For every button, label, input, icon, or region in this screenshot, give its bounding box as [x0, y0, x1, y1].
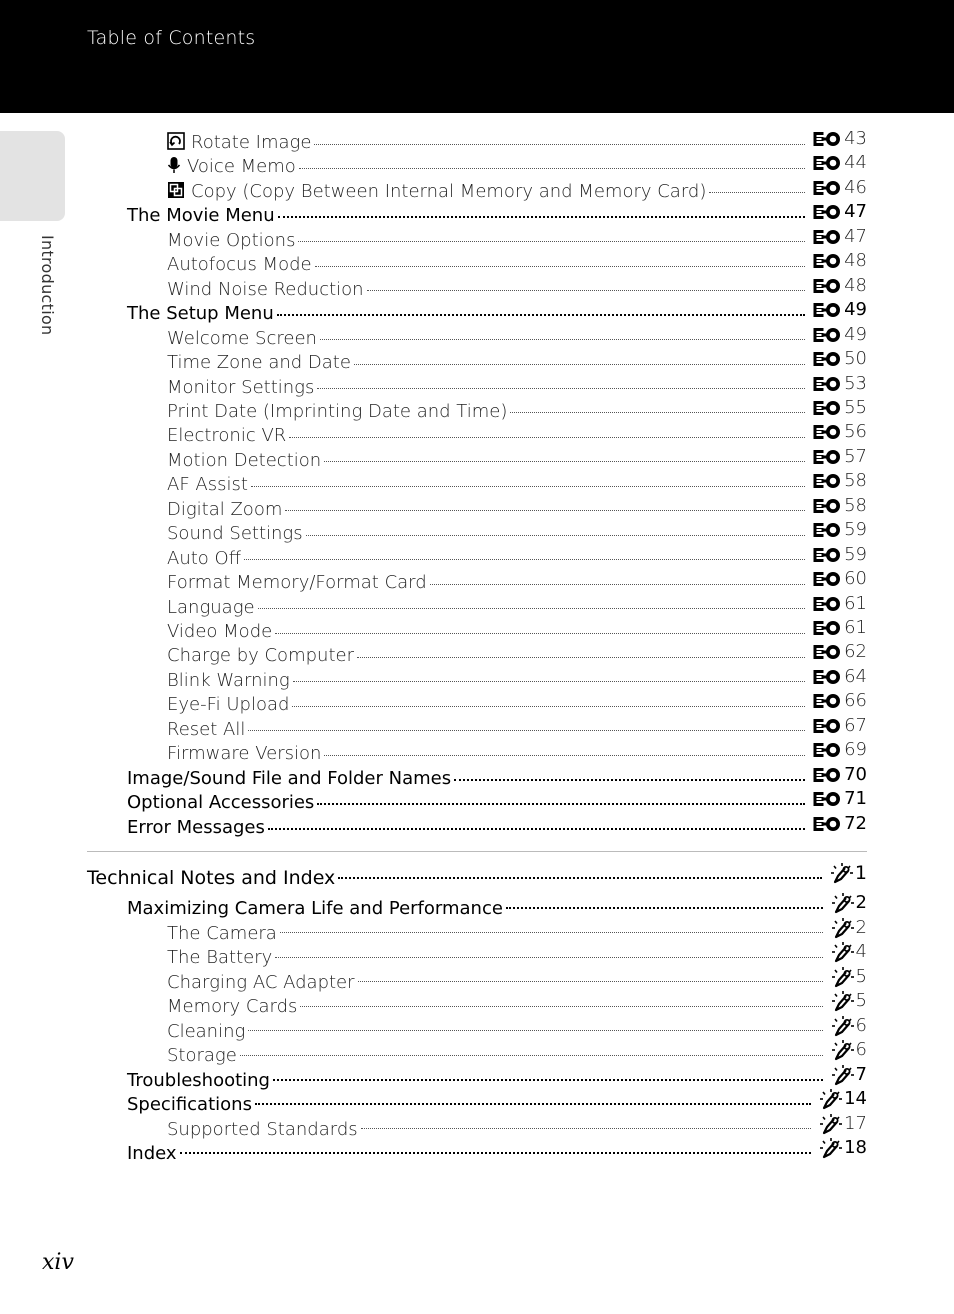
toc-entry[interactable] — [127, 892, 867, 919]
toc-page-ref — [813, 446, 867, 468]
dot-leader — [240, 1054, 823, 1056]
reference-e-icon — [813, 643, 843, 661]
toc-subentry[interactable] — [167, 1014, 867, 1042]
toc-page-ref — [813, 519, 867, 541]
toc-page-ref — [813, 324, 867, 346]
rotate-icon — [167, 132, 185, 150]
reference-f-icon — [819, 1137, 843, 1159]
toc-page-ref — [819, 1137, 867, 1159]
toc-page-number: 1 — [854, 862, 867, 884]
dot-leader — [180, 1151, 812, 1154]
toc-page-number: 6 — [855, 1039, 867, 1060]
toc-entry-text: Digital Zoom — [167, 498, 283, 520]
toc-page-ref — [813, 470, 867, 492]
toc-entry-label — [167, 597, 258, 619]
toc-page-ref — [813, 348, 867, 370]
toc-entry-label — [127, 792, 317, 814]
toc-page-ref — [813, 250, 867, 272]
toc-entry-text: Sound Settings — [167, 523, 303, 545]
toc-page-number: 47 — [844, 201, 867, 223]
dot-leader — [244, 558, 805, 560]
toc-entry-label — [167, 523, 306, 545]
reference-e-icon — [813, 399, 843, 417]
toc-entry-label — [167, 352, 354, 374]
reference-e-icon — [813, 179, 843, 197]
toc-page-ref — [813, 544, 867, 566]
toc-entry-text: Video Mode — [167, 621, 273, 642]
dot-leader — [430, 583, 805, 585]
toc-entry-label — [167, 694, 292, 716]
toc-subentry[interactable] — [167, 470, 867, 496]
toc-entry-label — [167, 401, 510, 423]
toc-entry-label — [127, 1143, 180, 1165]
toc-entry-label — [167, 425, 289, 447]
toc-subentry[interactable] — [167, 396, 867, 422]
toc-subentry[interactable] — [167, 445, 867, 471]
reference-f-icon — [831, 917, 855, 939]
toc-entry-text: Movie Options — [167, 229, 296, 251]
toc-subentry[interactable] — [167, 225, 867, 251]
dot-leader — [709, 191, 805, 193]
toc-subentry[interactable] — [167, 421, 867, 447]
toc-page-ref — [813, 593, 867, 615]
toc-page-number: 47 — [844, 225, 867, 247]
toc-page-ref — [831, 1039, 867, 1061]
toc-entry-label — [167, 181, 709, 203]
toc-page-ref — [831, 892, 867, 914]
toc-page-number: 69 — [844, 739, 867, 761]
reference-e-icon — [813, 766, 843, 784]
toc-entry[interactable] — [127, 788, 867, 814]
toc-subentry[interactable] — [167, 372, 867, 398]
toc-page-number: 58 — [844, 494, 867, 516]
dot-leader — [358, 980, 823, 982]
dot-leader — [268, 827, 805, 830]
reference-f-icon — [831, 990, 855, 1012]
toc-entry-label — [167, 743, 324, 765]
toc-page-ref — [813, 568, 867, 590]
dot-leader — [338, 876, 822, 879]
section-tab — [0, 131, 65, 221]
dot-leader — [354, 363, 805, 365]
dot-leader — [285, 509, 805, 511]
toc-page-number: 4 — [855, 941, 867, 962]
toc-page-ref — [831, 1015, 867, 1037]
dot-leader — [278, 215, 805, 218]
dot-leader — [300, 1005, 822, 1007]
toc-page-number: 2 — [855, 916, 867, 938]
toc-entry-text: Electronic VR — [167, 425, 287, 447]
dot-leader — [299, 167, 805, 169]
toc-page-ref — [813, 152, 867, 174]
reference-e-icon — [813, 497, 843, 515]
dot-leader — [510, 411, 805, 413]
dot-leader — [317, 387, 805, 389]
toc-page-ref — [813, 226, 867, 248]
toc-page-number: 61 — [844, 592, 867, 614]
toc-page-ref — [813, 495, 867, 517]
toc-entry-text: Specifications — [127, 1094, 252, 1115]
toc-page-ref — [830, 862, 867, 884]
dot-leader — [251, 485, 805, 487]
toc-entry-text: Eye-Fi Upload — [167, 694, 290, 716]
toc-page-ref — [813, 641, 867, 663]
reference-e-icon — [813, 815, 843, 833]
dot-leader — [506, 906, 823, 909]
toc-entry-text: Charge by Computer — [167, 645, 354, 667]
toc-entry-label — [167, 132, 314, 154]
reference-f-icon — [831, 1015, 855, 1037]
copy-icon — [167, 181, 185, 199]
toc-page-number: 59 — [844, 543, 867, 565]
toc-page-number: 43 — [844, 128, 867, 149]
toc-page-number: 46 — [844, 176, 867, 198]
toc-entry-text: Firmware Version — [167, 743, 322, 765]
dot-leader — [277, 313, 805, 316]
toc-page-ref — [813, 373, 867, 395]
toc-entry-text: Error Messages — [127, 816, 265, 838]
dot-leader — [361, 1127, 811, 1129]
reference-f-icon — [831, 941, 855, 963]
dot-leader — [248, 1029, 822, 1031]
toc-page-number: 64 — [844, 665, 867, 687]
toc-page-number: 59 — [844, 519, 867, 541]
toc-entry-label — [167, 719, 248, 741]
toc-page-number: 61 — [844, 617, 867, 638]
toc-entry-text: AF Assist — [167, 474, 248, 496]
toc-subentry[interactable] — [167, 494, 867, 520]
dot-leader — [248, 729, 805, 731]
dot-leader — [367, 289, 806, 291]
dot-leader — [357, 656, 805, 658]
toc-entry-text: Cleaning — [167, 1020, 246, 1042]
reference-e-icon — [813, 668, 843, 686]
toc-page-ref — [819, 1088, 867, 1110]
toc-entry-text: Storage — [167, 1045, 237, 1066]
toc-entry-text: Technical Notes and Index — [87, 867, 336, 889]
toc-subentry[interactable] — [167, 739, 867, 765]
reference-e-icon — [813, 423, 843, 441]
reference-e-icon — [813, 619, 843, 637]
reference-e-icon — [813, 546, 843, 564]
dot-leader — [275, 956, 822, 958]
toc-page-ref — [813, 397, 867, 419]
reference-f-icon — [831, 1039, 855, 1061]
reference-f-icon — [831, 966, 855, 988]
toc-entry-text: Optional Accessories — [127, 792, 315, 814]
toc-entry-label — [167, 328, 320, 350]
toc-page-ref — [813, 788, 867, 810]
toc-entry-label — [167, 548, 244, 570]
toc-entry-text: Maximizing Camera Life and Performance — [127, 898, 503, 919]
toc-page-ref — [831, 966, 867, 988]
toc-page-ref — [813, 421, 867, 443]
reference-f-icon — [831, 892, 855, 914]
toc-subentry[interactable] — [167, 990, 867, 1017]
toc-page-ref — [813, 813, 867, 835]
toc-subentry[interactable] — [167, 592, 867, 618]
toc-subentry[interactable] — [167, 714, 867, 740]
toc-page-ref — [813, 299, 867, 321]
reference-e-icon — [813, 301, 843, 319]
dot-leader — [298, 240, 805, 242]
toc-entry[interactable] — [127, 201, 867, 227]
toc-page-number: 60 — [844, 568, 867, 590]
toc-page-number: 6 — [855, 1014, 867, 1036]
dot-leader — [314, 143, 805, 145]
toc-entry-text: Troubleshooting — [127, 1069, 270, 1091]
reference-e-icon — [813, 203, 843, 221]
toc-entry-text: Voice Memo — [187, 156, 296, 178]
toc-entry-text: The Movie Menu — [127, 205, 275, 227]
toc-page-number: 70 — [844, 763, 867, 785]
toc-entry[interactable] — [127, 1137, 867, 1164]
toc-page-number: 49 — [844, 323, 867, 345]
dot-leader — [255, 1102, 811, 1105]
reference-e-icon — [813, 252, 843, 270]
toc-subentry[interactable] — [167, 543, 867, 569]
reference-e-icon — [813, 228, 843, 246]
toc-entry-label — [167, 156, 299, 178]
dot-leader — [315, 265, 806, 267]
toc-entry-label — [167, 572, 430, 594]
toc-page-ref — [813, 764, 867, 786]
toc-subentry[interactable] — [167, 152, 867, 178]
toc-entry[interactable] — [87, 862, 867, 889]
toc-subentry[interactable] — [167, 1039, 867, 1066]
reference-e-icon — [813, 130, 843, 148]
toc-page-ref — [813, 275, 867, 297]
dot-leader — [275, 632, 805, 634]
reference-e-icon — [813, 277, 843, 295]
toc-entry-text: Image/Sound File and Folder Names — [127, 767, 452, 789]
toc-entry-label — [127, 205, 278, 227]
dot-leader — [317, 802, 805, 805]
toc-page-number: 55 — [844, 396, 867, 418]
toc-subentry[interactable] — [167, 250, 867, 276]
dot-leader — [273, 1078, 823, 1081]
toc-page-ref — [831, 941, 867, 963]
toc-entry-text: Copy (Copy Between Internal Memory and Memory Card) — [191, 180, 707, 202]
toc-subentry[interactable] — [167, 274, 867, 300]
toc-subentry[interactable] — [167, 176, 867, 202]
toc-page-number: 5 — [855, 990, 867, 1011]
toc-entry-text: Index — [127, 1143, 177, 1164]
toc-page-ref — [831, 990, 867, 1012]
toc-page-ref — [813, 201, 867, 223]
toc-subentry[interactable] — [167, 916, 867, 944]
toc-entry[interactable] — [127, 812, 867, 838]
toc-page-number: 66 — [844, 690, 867, 712]
toc-entry-text: Reset All — [167, 718, 246, 740]
toc-page-ref — [819, 1113, 867, 1135]
dot-leader — [292, 705, 805, 707]
toc-subentry[interactable] — [167, 128, 867, 153]
toc-page-ref — [813, 177, 867, 199]
dot-leader — [258, 607, 806, 609]
toc-entry-label — [167, 670, 293, 692]
toc-page-number: 62 — [844, 641, 867, 663]
toc-subentry[interactable] — [167, 568, 867, 594]
toc-entry-label — [127, 303, 277, 325]
reference-e-icon — [813, 595, 843, 613]
section-tab-label: Introduction — [38, 235, 57, 336]
toc-entry-text: Monitor Settings — [167, 376, 315, 398]
toc-entry-label — [167, 499, 285, 521]
toc-page-number: 58 — [844, 470, 867, 492]
reference-e-icon — [813, 717, 843, 735]
dot-leader — [289, 436, 805, 438]
page-header — [0, 0, 954, 113]
toc-entry[interactable] — [127, 1063, 867, 1091]
dot-leader — [324, 460, 805, 462]
section-divider — [87, 851, 867, 852]
toc-entry-text: Wind Noise Reduction — [167, 278, 364, 300]
reference-e-icon — [813, 375, 843, 393]
toc-page-number: 7 — [855, 1063, 867, 1085]
toc-entry-text: Autofocus Mode — [167, 254, 312, 276]
reference-e-icon — [813, 448, 843, 466]
toc-subentry[interactable] — [167, 641, 867, 667]
toc-subentry[interactable] — [167, 941, 867, 968]
toc-page-ref — [813, 617, 867, 639]
toc-entry-text: The Setup Menu — [127, 303, 274, 325]
toc-page-number: 48 — [844, 274, 867, 296]
toc-page-number: 53 — [844, 372, 867, 394]
toc-entry-label — [167, 474, 251, 496]
toc-page-ref — [831, 1064, 867, 1086]
reference-e-icon — [813, 350, 843, 368]
toc-entry[interactable] — [127, 763, 867, 789]
reference-e-icon — [813, 790, 843, 808]
toc-entry-label — [167, 621, 275, 643]
dot-leader — [320, 338, 805, 340]
toc-page-number: 18 — [844, 1137, 867, 1158]
toc-entry-text: Format Memory/Format Card — [167, 572, 427, 594]
toc-entry-label — [167, 254, 315, 276]
reference-e-icon — [813, 692, 843, 710]
toc-subentry[interactable] — [167, 1112, 867, 1140]
toc-entry-label — [87, 867, 338, 889]
toc-page-number: 2 — [855, 892, 867, 913]
dot-leader — [280, 931, 823, 933]
reference-e-icon — [813, 326, 843, 344]
toc-page-number: 17 — [844, 1112, 867, 1134]
toc-page-ref — [813, 739, 867, 761]
toc-entry-text: Welcome Screen — [167, 327, 317, 349]
toc-entry-label — [127, 817, 268, 839]
toc-entry-text: Print Date (Imprinting Date and Time) — [167, 400, 508, 422]
toc-subentry[interactable] — [167, 348, 867, 374]
toc-page-number: 14 — [844, 1088, 867, 1109]
toc-entry[interactable] — [127, 299, 867, 325]
toc-page-number: 67 — [844, 714, 867, 736]
page-number: xiv — [42, 1250, 74, 1275]
toc-entry-text: Memory Cards — [167, 996, 298, 1017]
toc-page-number: 56 — [844, 421, 867, 443]
toc-entry-label — [167, 645, 357, 667]
toc-entry-text: Rotate Image — [191, 132, 312, 153]
toc-entry-text: Language — [167, 596, 255, 618]
toc-entry-text: Supported Standards — [167, 1118, 358, 1140]
toc-entry-label — [167, 230, 298, 252]
toc-subentry[interactable] — [167, 690, 867, 716]
reference-f-icon — [819, 1113, 843, 1135]
reference-e-icon — [813, 154, 843, 172]
reference-f-icon — [831, 1064, 855, 1086]
toc-entry-label — [167, 377, 317, 399]
toc-subentry[interactable] — [167, 323, 867, 349]
toc-page-ref — [831, 917, 867, 939]
toc-page-number: 50 — [844, 348, 867, 370]
toc-page-ref — [813, 715, 867, 737]
reference-f-icon — [830, 862, 854, 884]
reference-e-icon — [813, 472, 843, 490]
dot-leader — [324, 754, 805, 756]
dot-leader — [293, 680, 805, 682]
toc-entry-text: Motion Detection — [167, 449, 322, 471]
toc-page-ref — [813, 666, 867, 688]
dot-leader — [454, 778, 805, 781]
toc-page-number: 48 — [844, 250, 867, 272]
toc-page-number: 57 — [844, 445, 867, 467]
microphone-icon — [167, 156, 181, 174]
dot-leader — [306, 534, 805, 536]
toc-entry-text: Charging AC Adapter — [167, 971, 355, 993]
reference-f-icon — [819, 1088, 843, 1110]
toc-entry-label — [127, 768, 454, 790]
toc-page-number: 72 — [844, 812, 867, 834]
toc-page-number: 44 — [844, 152, 867, 174]
toc-entry-label — [167, 450, 324, 472]
toc-subentry[interactable] — [167, 965, 867, 993]
toc-subentry[interactable] — [167, 665, 867, 691]
toc-entry-text: Blink Warning — [167, 669, 290, 691]
toc-entry-text: The Camera — [167, 922, 277, 944]
toc-page-ref — [813, 690, 867, 712]
toc-entry-text: Auto Off — [167, 547, 242, 569]
toc-subentry[interactable] — [167, 519, 867, 545]
toc-entry[interactable] — [127, 1088, 867, 1115]
toc-page-number: 71 — [844, 788, 867, 810]
reference-e-icon — [813, 741, 843, 759]
toc-page-ref — [813, 128, 867, 150]
toc-entry-text: Time Zone and Date — [167, 352, 351, 374]
toc-entry-text: The Battery — [167, 947, 273, 968]
toc-entry-label — [167, 279, 367, 301]
toc-subentry[interactable] — [167, 617, 867, 642]
toc-page-number: 49 — [844, 299, 867, 321]
header-title: Table of Contents — [87, 27, 256, 49]
toc-page-number: 5 — [855, 965, 867, 987]
reference-e-icon — [813, 570, 843, 588]
reference-e-icon — [813, 521, 843, 539]
